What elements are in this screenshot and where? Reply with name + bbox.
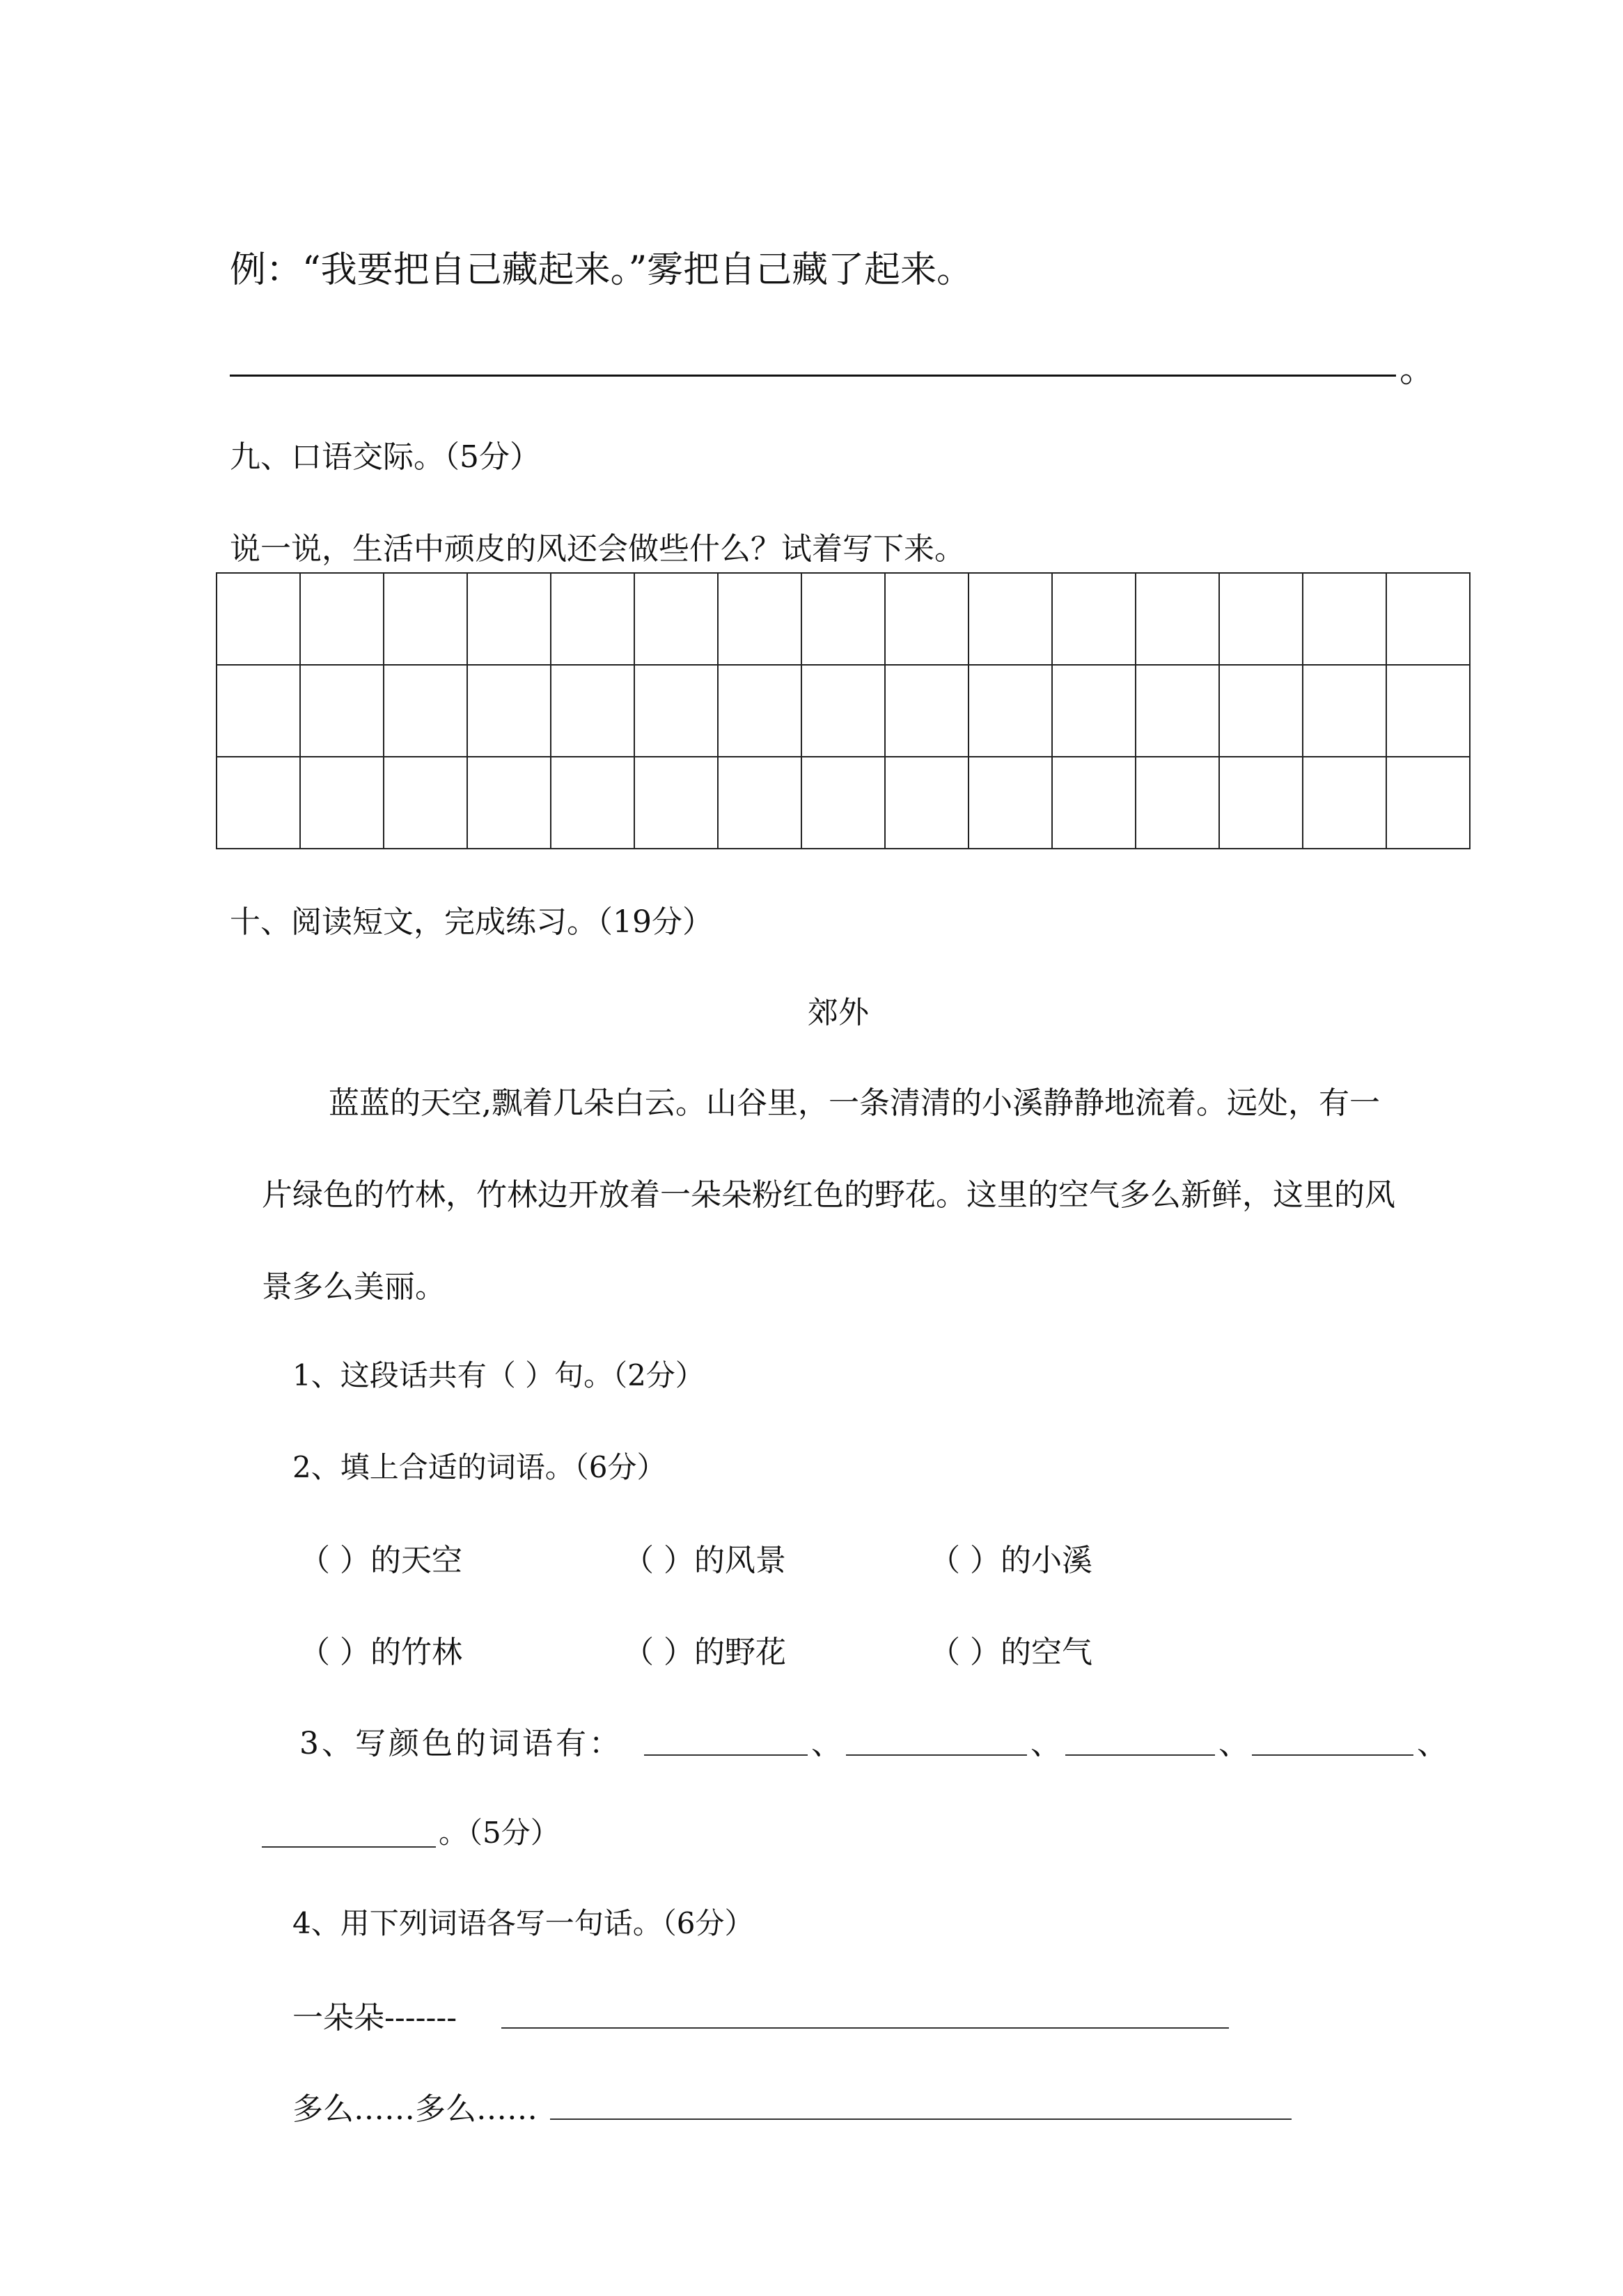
grid-cell[interactable] <box>384 757 467 849</box>
section-9-heading: 九、口语交际。（5分） <box>230 439 540 475</box>
grid-cell[interactable] <box>384 573 467 665</box>
grid-cell[interactable] <box>1303 665 1386 757</box>
blank-phrase-scenery[interactable]: （ ）的风景 <box>623 1543 786 1578</box>
grid-cell[interactable] <box>1052 573 1136 665</box>
passage-line-3: 景多么美丽。 <box>262 1269 446 1305</box>
grid-cell[interactable] <box>634 757 718 849</box>
color-word-blank-2[interactable] <box>846 1754 1027 1756</box>
color-word-blank-1[interactable] <box>644 1754 808 1756</box>
question-1: 1、这段话共有（ ）句。（2分） <box>292 1358 705 1392</box>
grid-cell[interactable] <box>1052 757 1136 849</box>
grid-cell[interactable] <box>969 573 1052 665</box>
grid-cell[interactable] <box>551 665 634 757</box>
question-4: 4、用下列词语各写一句话。（6分） <box>292 1906 754 1940</box>
color-word-blank-4[interactable] <box>1252 1754 1413 1756</box>
grid-cell[interactable] <box>969 757 1052 849</box>
question-3-score: 。（5分） <box>439 1816 560 1850</box>
grid-cell[interactable] <box>1052 665 1136 757</box>
grid-cell[interactable] <box>300 757 384 849</box>
question-4-item-2: 多么……多么…… <box>292 2091 538 2127</box>
separator: 、 <box>1417 1726 1448 1761</box>
grid-cell[interactable] <box>718 573 801 665</box>
section-9-prompt: 说一说，生活中顽皮的风还会做些什么？试着写下来。 <box>230 531 965 567</box>
question-4-item-1: 一朵朵------- <box>292 2000 457 2036</box>
grid-cell[interactable] <box>1219 573 1303 665</box>
sentence-answer-line-1[interactable] <box>501 2027 1229 2029</box>
grid-row <box>217 757 1470 849</box>
passage-line-2: 片绿色的竹林，竹林边开放着一朵朵粉红色的野花。这里的空气多么新鲜，这里的风 <box>262 1177 1395 1213</box>
blank-phrase-air[interactable]: （ ）的空气 <box>930 1635 1092 1670</box>
grid-cell[interactable] <box>384 665 467 757</box>
question-2: 2、填上合适的词语。（6分） <box>292 1450 666 1484</box>
question-3: 3、写颜色的词语有： <box>299 1726 622 1761</box>
grid-cell[interactable] <box>1386 757 1470 849</box>
grid-cell[interactable] <box>217 665 300 757</box>
separator: 、 <box>1030 1726 1061 1761</box>
grid-cell[interactable] <box>300 665 384 757</box>
grid-row <box>217 573 1470 665</box>
grid-cell[interactable] <box>1303 757 1386 849</box>
grid-cell[interactable] <box>718 757 801 849</box>
grid-cell[interactable] <box>885 757 969 849</box>
grid-cell[interactable] <box>969 665 1052 757</box>
grid-cell[interactable] <box>1303 573 1386 665</box>
grid-cell[interactable] <box>1136 573 1219 665</box>
grid-cell[interactable] <box>467 665 551 757</box>
grid-cell[interactable] <box>885 573 969 665</box>
grid-cell[interactable] <box>801 665 885 757</box>
grid-cell[interactable] <box>467 573 551 665</box>
grid-cell[interactable] <box>217 757 300 849</box>
grid-cell[interactable] <box>801 757 885 849</box>
grid-cell[interactable] <box>467 757 551 849</box>
grid-cell[interactable] <box>551 573 634 665</box>
blank-phrase-stream[interactable]: （ ）的小溪 <box>930 1543 1092 1578</box>
separator: 、 <box>811 1726 842 1761</box>
grid-cell[interactable] <box>634 665 718 757</box>
blank-phrase-sky[interactable]: （ ）的天空 <box>299 1543 462 1578</box>
grid-cell[interactable] <box>634 573 718 665</box>
blank-phrase-bamboo[interactable]: （ ）的竹林 <box>299 1635 462 1670</box>
grid-cell[interactable] <box>1219 757 1303 849</box>
blank-phrase-flowers[interactable]: （ ）的野花 <box>623 1635 786 1670</box>
separator: 、 <box>1218 1726 1249 1761</box>
passage-line-1: 蓝蓝的天空,飘着几朵白云。山谷里，一条清清的小溪静静地流着。远处，有一 <box>329 1085 1380 1121</box>
example-answer-line[interactable] <box>230 375 1396 377</box>
grid-cell[interactable] <box>718 665 801 757</box>
passage-title: 郊外 <box>808 995 869 1030</box>
grid-cell[interactable] <box>801 573 885 665</box>
writing-grid[interactable] <box>216 572 1471 849</box>
color-word-blank-5[interactable] <box>262 1846 436 1848</box>
grid-cell[interactable] <box>1136 665 1219 757</box>
grid-cell[interactable] <box>1386 665 1470 757</box>
grid-cell[interactable] <box>300 573 384 665</box>
grid-row <box>217 665 1470 757</box>
grid-cell[interactable] <box>1386 573 1470 665</box>
grid-cell[interactable] <box>1136 757 1219 849</box>
example-sentence: 例：“我要把自己藏起来。”雾把自己藏了起来。 <box>230 249 973 291</box>
color-word-blank-3[interactable] <box>1065 1754 1215 1756</box>
grid-cell[interactable] <box>1219 665 1303 757</box>
sentence-answer-line-2[interactable] <box>550 2118 1292 2120</box>
section-10-heading: 十、阅读短文，完成练习。（19分） <box>230 904 713 940</box>
grid-cell[interactable] <box>885 665 969 757</box>
example-answer-end: 。 <box>1399 349 1436 391</box>
grid-cell[interactable] <box>217 573 300 665</box>
grid-cell[interactable] <box>551 757 634 849</box>
